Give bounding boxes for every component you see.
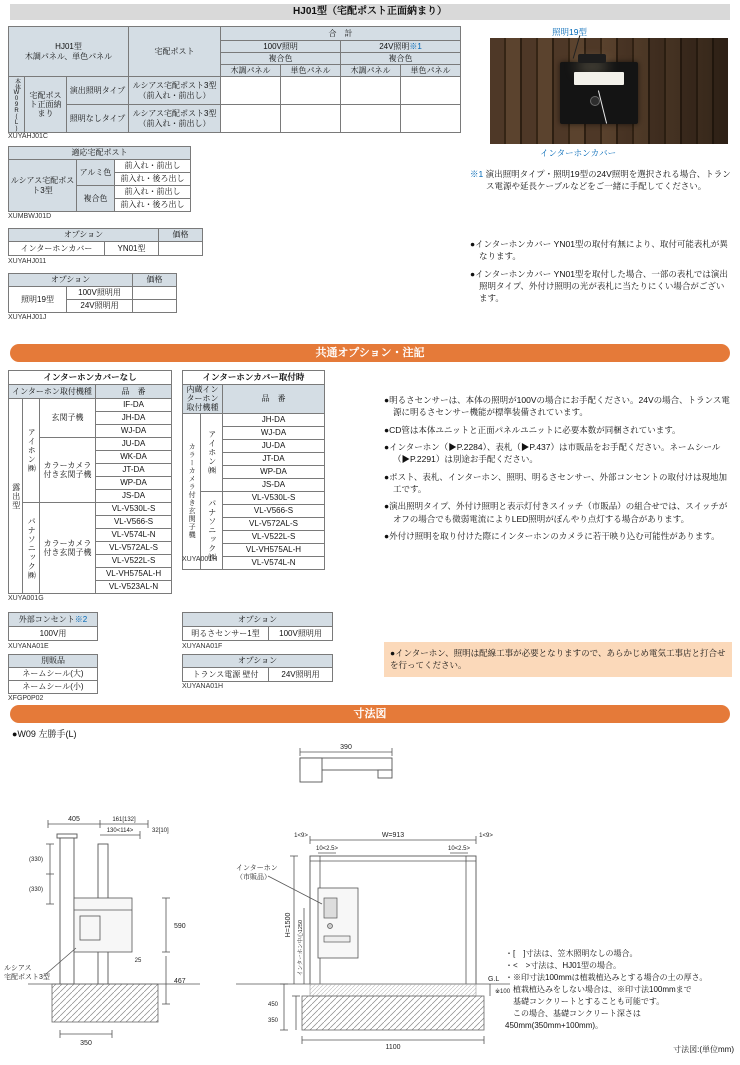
header-machine: 内蔵インターホン取付機種: [183, 385, 223, 414]
product-photo: [490, 38, 728, 144]
note-bullet: ●インターホン（▶P.2284）、表札（▶P.437）は市販品をお手配ください。ネームシール（▶P.2291）は別途お手配ください。: [384, 441, 721, 465]
photo-nameplate: [574, 72, 624, 85]
cell-variant: 24V照明用: [269, 668, 333, 682]
table-code: XFGP0P02: [8, 695, 44, 702]
note-bullet: ●外付け照明を取り付けた際にインターホンのカメラに若干映り込む可能性があります。: [384, 530, 720, 541]
cell-part-number: JS-DA: [96, 490, 172, 503]
cell-item: インターホンカバー: [9, 242, 105, 256]
table-code: XUYA001G: [8, 595, 44, 602]
price-cell-empty: [401, 77, 461, 105]
cell-post-model: ルシアス宅配ポスト3型（前入れ・前出し）: [129, 105, 221, 133]
table-title: 外部コンセント※2: [9, 613, 98, 627]
cell-part-number: WK-DA: [96, 451, 172, 464]
header-multicolor-2: 複合色: [341, 53, 461, 65]
dim-330a: (330): [28, 857, 44, 863]
cell-part-number: VL-V523AL-N: [96, 581, 172, 594]
dim-330b: (330): [28, 887, 44, 893]
dim-note-line: ・[ ]寸法は、笠木照明なしの場合。: [505, 949, 638, 958]
dim-467: 467: [174, 978, 186, 985]
table-caption: インターホンカバーなし: [9, 371, 172, 385]
cell-part-number: VL-V522L-S: [96, 555, 172, 568]
cell-item: ネームシール(小): [9, 681, 98, 694]
cell-part-number: VL-VH575AL-H: [223, 543, 325, 556]
table-title: オプション: [183, 655, 333, 668]
table-title: オプション: [183, 613, 333, 627]
dimension-subtitle: ●W09 左勝手(L): [12, 729, 77, 739]
cell-brand-aiphone: アイホン㈱: [201, 413, 223, 491]
intercom-with-cover-table: [182, 370, 325, 570]
dim-405: 405: [68, 816, 80, 823]
price-cell-empty: [341, 105, 401, 133]
left-elevation: [4, 816, 200, 1047]
photo-lamp: [578, 54, 606, 63]
main-spec-table: [8, 26, 461, 133]
cell-post-model: ルシアス宅配ポスト3型（前入れ・前出し）: [129, 77, 221, 105]
separate-sale-table: [8, 654, 98, 694]
cell-part-number: JT-DA: [223, 452, 325, 465]
cell-part-number: JU-DA: [223, 439, 325, 452]
dim-130: 130<114>: [106, 828, 134, 834]
section-bar-dimensions: 寸法図: [10, 705, 730, 723]
dim-450: 450: [267, 1002, 278, 1008]
cell-part-number: VL-V574L-N: [223, 556, 325, 569]
cell-part-number: VL-V522L-S: [223, 530, 325, 543]
ref-mark-2: ※2: [74, 614, 88, 624]
table-code: XUYAHJ011: [8, 258, 47, 265]
cell-part-number: VL-V572AL-S: [96, 542, 172, 555]
cell-part-number: JT-DA: [96, 464, 172, 477]
cell-part-number: JU-DA: [96, 438, 172, 451]
header-total: 合 計: [221, 27, 461, 41]
note-bullet: ●インターホンカバー YN01型の取付有無により、取付可能表札が異なります。: [470, 239, 728, 262]
page-title: HJ01型（宅配ポスト正面納まり）: [10, 4, 730, 20]
cell-item: 照明19型: [9, 287, 67, 313]
ref-mark-1: ※1: [409, 41, 422, 51]
price-cell-empty: [281, 105, 341, 133]
dim-100: ※100: [495, 989, 511, 995]
dimension-notes: [505, 948, 735, 1032]
brightness-sensor-table: [182, 612, 333, 641]
table-code: XUYAHJ01J: [8, 314, 47, 321]
cell-post-name: ルシアス宅配ポスト3型: [9, 160, 77, 212]
cell-variant: 100V照明用: [269, 627, 333, 641]
cell-variant: 100V用: [9, 627, 98, 641]
dim-1100: 1100: [385, 1044, 401, 1050]
dim-note-line: ・< >寸法は、HJ01型の場合。: [505, 961, 622, 970]
cell-light-type: 演出照明タイプ: [67, 77, 129, 105]
header-part-number: 品 番: [223, 385, 325, 414]
price-cell-empty: [133, 300, 177, 313]
cell-item: ネームシール(大): [9, 668, 98, 681]
cell-exposed-type: 露出型: [9, 399, 23, 594]
photo-intercom-button: [590, 96, 600, 106]
dim-25: 25: [134, 958, 142, 964]
cell-part-number: VL-V574L-N: [96, 529, 172, 542]
cell-inout: 前入れ・前出し: [115, 160, 191, 173]
note-bullet: ●ポスト、表札、インターホン、照明、明るさセンサー、外部コンセントの取付けは現地加工です。: [384, 471, 728, 494]
cell-inout: 前入れ・前出し: [115, 186, 191, 199]
photo-label-light19: 照明19型: [552, 27, 587, 37]
table-code: XUYANA01H: [182, 683, 224, 690]
cell-multi-color: 複合色: [77, 186, 115, 212]
dimension-unit-note: 寸法図:(単位mm): [673, 1045, 734, 1054]
cell-group-camera-unit: カラーカメラ付き玄関子機: [40, 438, 96, 503]
table-title: 別販品: [9, 655, 98, 668]
dim-note-line: ・※印寸法100mmは植栽植込みとする場合の土の厚さ。: [505, 973, 708, 982]
adaptable-post-table: [8, 146, 191, 212]
table-title: オプション: [9, 274, 133, 287]
cell-variant: 24V照明用: [67, 300, 133, 313]
dim-1-9-left: 1<9>: [294, 833, 308, 839]
cell-part-number: JS-DA: [223, 478, 325, 491]
cell-part-number: VL-V572AL-S: [223, 517, 325, 530]
cell-part-number: VL-V566-S: [223, 504, 325, 517]
header-solid-panel-2: 単色パネル: [401, 65, 461, 77]
option-light19-table: [8, 273, 177, 313]
dim-note-line: 植栽植込みをしない場合は、※印寸法100mmまで: [505, 985, 692, 994]
header-machine: インターホン取付機種: [9, 385, 96, 399]
table-caption: インターホンカバー取付時: [183, 371, 325, 385]
price-cell-empty: [341, 77, 401, 105]
note-ref1: [470, 168, 732, 193]
header-price: 価格: [133, 274, 177, 287]
cell-brand-aiphone: アイホン㈱: [23, 399, 40, 503]
price-cell-empty: [159, 242, 203, 256]
cell-model: YN01型: [105, 242, 159, 256]
dim-390: 390: [340, 744, 352, 751]
cell-part-number: VL-V530L-S: [96, 503, 172, 516]
dim-note-line: この場合、基礎コンクリート深さは450mm(350mm+100mm)。: [505, 1009, 641, 1030]
header-delivery-post: 宅配ポスト: [129, 27, 221, 77]
cell-part-number: IF-DA: [96, 399, 172, 412]
header-wood-panel-1: 木調パネル: [221, 65, 281, 77]
notes-top-right: [470, 238, 732, 310]
header-wood-panel-2: 木調パネル: [341, 65, 401, 77]
dim-590: 590: [174, 923, 186, 930]
right-elevation: [236, 832, 511, 1050]
cell-group-door-unit: 玄関子機: [40, 399, 96, 438]
dim-10-right: 10<2.5>: [447, 846, 471, 852]
external-outlet-table: [8, 612, 98, 641]
cell-part-number: WJ-DA: [223, 426, 325, 439]
table-code: XUYAHJ01C: [8, 133, 48, 140]
dim-h1500: H=1500: [285, 912, 292, 938]
dim-32: 32[10]: [152, 828, 169, 834]
cell-alumi-color: アルミ色: [77, 160, 115, 186]
header-100v: 100V照明: [221, 41, 341, 53]
label-ground-line: G.L: [488, 976, 500, 983]
plan-view: [300, 744, 392, 782]
cell-front-mount: 宅配ポスト正面納まり: [25, 77, 67, 133]
cell-part-number: VL-VH575AL-H: [96, 568, 172, 581]
table-title: 適応宅配ポスト: [9, 147, 191, 160]
cell-part-number: VL-V530L-S: [223, 491, 325, 504]
option-intercom-cover-table: [8, 228, 203, 256]
cell-part-number: VL-V566-S: [96, 516, 172, 529]
cell-body-w09: 本体W09R(L): [9, 77, 25, 133]
table-code: XUYA001H: [182, 556, 218, 563]
ref1-mark: ※1: [470, 169, 484, 179]
price-cell-empty: [401, 105, 461, 133]
price-cell-empty: [133, 287, 177, 300]
header-24v: 24V照明※1: [341, 41, 461, 53]
header-model: HJ01型 木調パネル、単色パネル: [9, 27, 129, 77]
price-cell-empty: [281, 77, 341, 105]
cell-nolight-type: 照明なしタイプ: [67, 105, 129, 133]
note-bullet: ●演出照明タイプ、外付け照明と表示灯付きスイッチ（市販品）の組合せでは、スイッチがオフの場合でも微弱電流によりLED照明がぼんやり点灯する場合があります。: [384, 501, 728, 524]
cell-brand-panasonic: パナソニック㈱: [23, 503, 40, 594]
cell-part-number: WP-DA: [96, 477, 172, 490]
price-cell-empty: [221, 105, 281, 133]
cell-group-camera-unit: カラーカメラ付き玄関子機: [40, 503, 96, 594]
cell-item: 明るさセンサー1型: [183, 627, 269, 641]
header-part-number: 品 番: [96, 385, 172, 399]
dim-intercom-center: インターホン中心1250: [298, 919, 304, 977]
cell-part-number: JH-DA: [223, 413, 325, 426]
cell-inout: 前入れ・後ろ出し: [115, 173, 191, 186]
dim-350-left: 350: [80, 1040, 92, 1047]
cell-part-number: WP-DA: [223, 465, 325, 478]
header-price: 価格: [159, 229, 203, 242]
dim-10-left: 10<2.5>: [315, 846, 339, 852]
note-bullet: ●インターホンカバー YN01型を取付した場合、一部の表札では演出照明タイプ、外付け照明の光が表札に当たりにくい場合がございます。: [470, 268, 728, 304]
table-title: オプション: [9, 229, 159, 242]
table-code: XUYANA01F: [182, 643, 223, 650]
ref1-text: 演出照明タイプ・照明19型の24V照明を選択される場合、トランス電源や延長ケーブルなどをご一緒に手配してください。: [485, 169, 731, 192]
cell-part-number: JH-DA: [96, 412, 172, 425]
intercom-no-cover-table: [8, 370, 172, 594]
note-bullet: ●CD管は本体ユニットと正面パネルユニットに必要本数が同梱されています。: [384, 424, 681, 435]
notes-common: [384, 394, 732, 547]
label-post-line1: ルシアス: [4, 965, 32, 972]
dim-161: 161[132]: [112, 817, 136, 823]
section-bar-common-options: 共通オプション・注記: [10, 344, 730, 362]
cell-variant: 100V照明用: [67, 287, 133, 300]
photo-label-intercom-cover: インターホンカバー: [540, 148, 617, 158]
transformer-table: [182, 654, 333, 682]
table-code: XUYANA01E: [8, 643, 49, 650]
cell-camera-unit: カラーカメラ付き玄関子機: [183, 413, 201, 569]
highlight-note: ●インターホン、照明は配線工事が必要となりますので、あらかじめ電気工事店と打合せを行ってください。: [384, 642, 732, 677]
header-solid-panel-1: 単色パネル: [281, 65, 341, 77]
dim-350-right: 350: [267, 1018, 278, 1024]
dim-w913: W=913: [381, 832, 405, 839]
dim-1-9-right: 1<9>: [479, 833, 493, 839]
cell-part-number: WJ-DA: [96, 425, 172, 438]
label-intercom-line1: インターホン: [236, 865, 278, 872]
label-intercom-line2: （市販品）: [236, 874, 271, 881]
cell-brand-panasonic: パナソニック㈱: [201, 491, 223, 569]
dim-note-line: 基礎コンクリートとすることも可能です。: [505, 997, 665, 1006]
cell-inout: 前入れ・後ろ出し: [115, 199, 191, 212]
note-bullet: ●明るさセンサーは、本体の照明が100Vの場合にお手配ください。24Vの場合、トランス電源に明るさセンサー機能が標準装備されています。: [384, 395, 730, 418]
table-code: XUMBWJ01D: [8, 213, 52, 220]
cell-item: トランス電源 壁付: [183, 668, 269, 682]
header-multicolor-1: 複合色: [221, 53, 341, 65]
price-cell-empty: [221, 77, 281, 105]
label-post-line2: 宅配ポスト3型: [4, 974, 50, 981]
